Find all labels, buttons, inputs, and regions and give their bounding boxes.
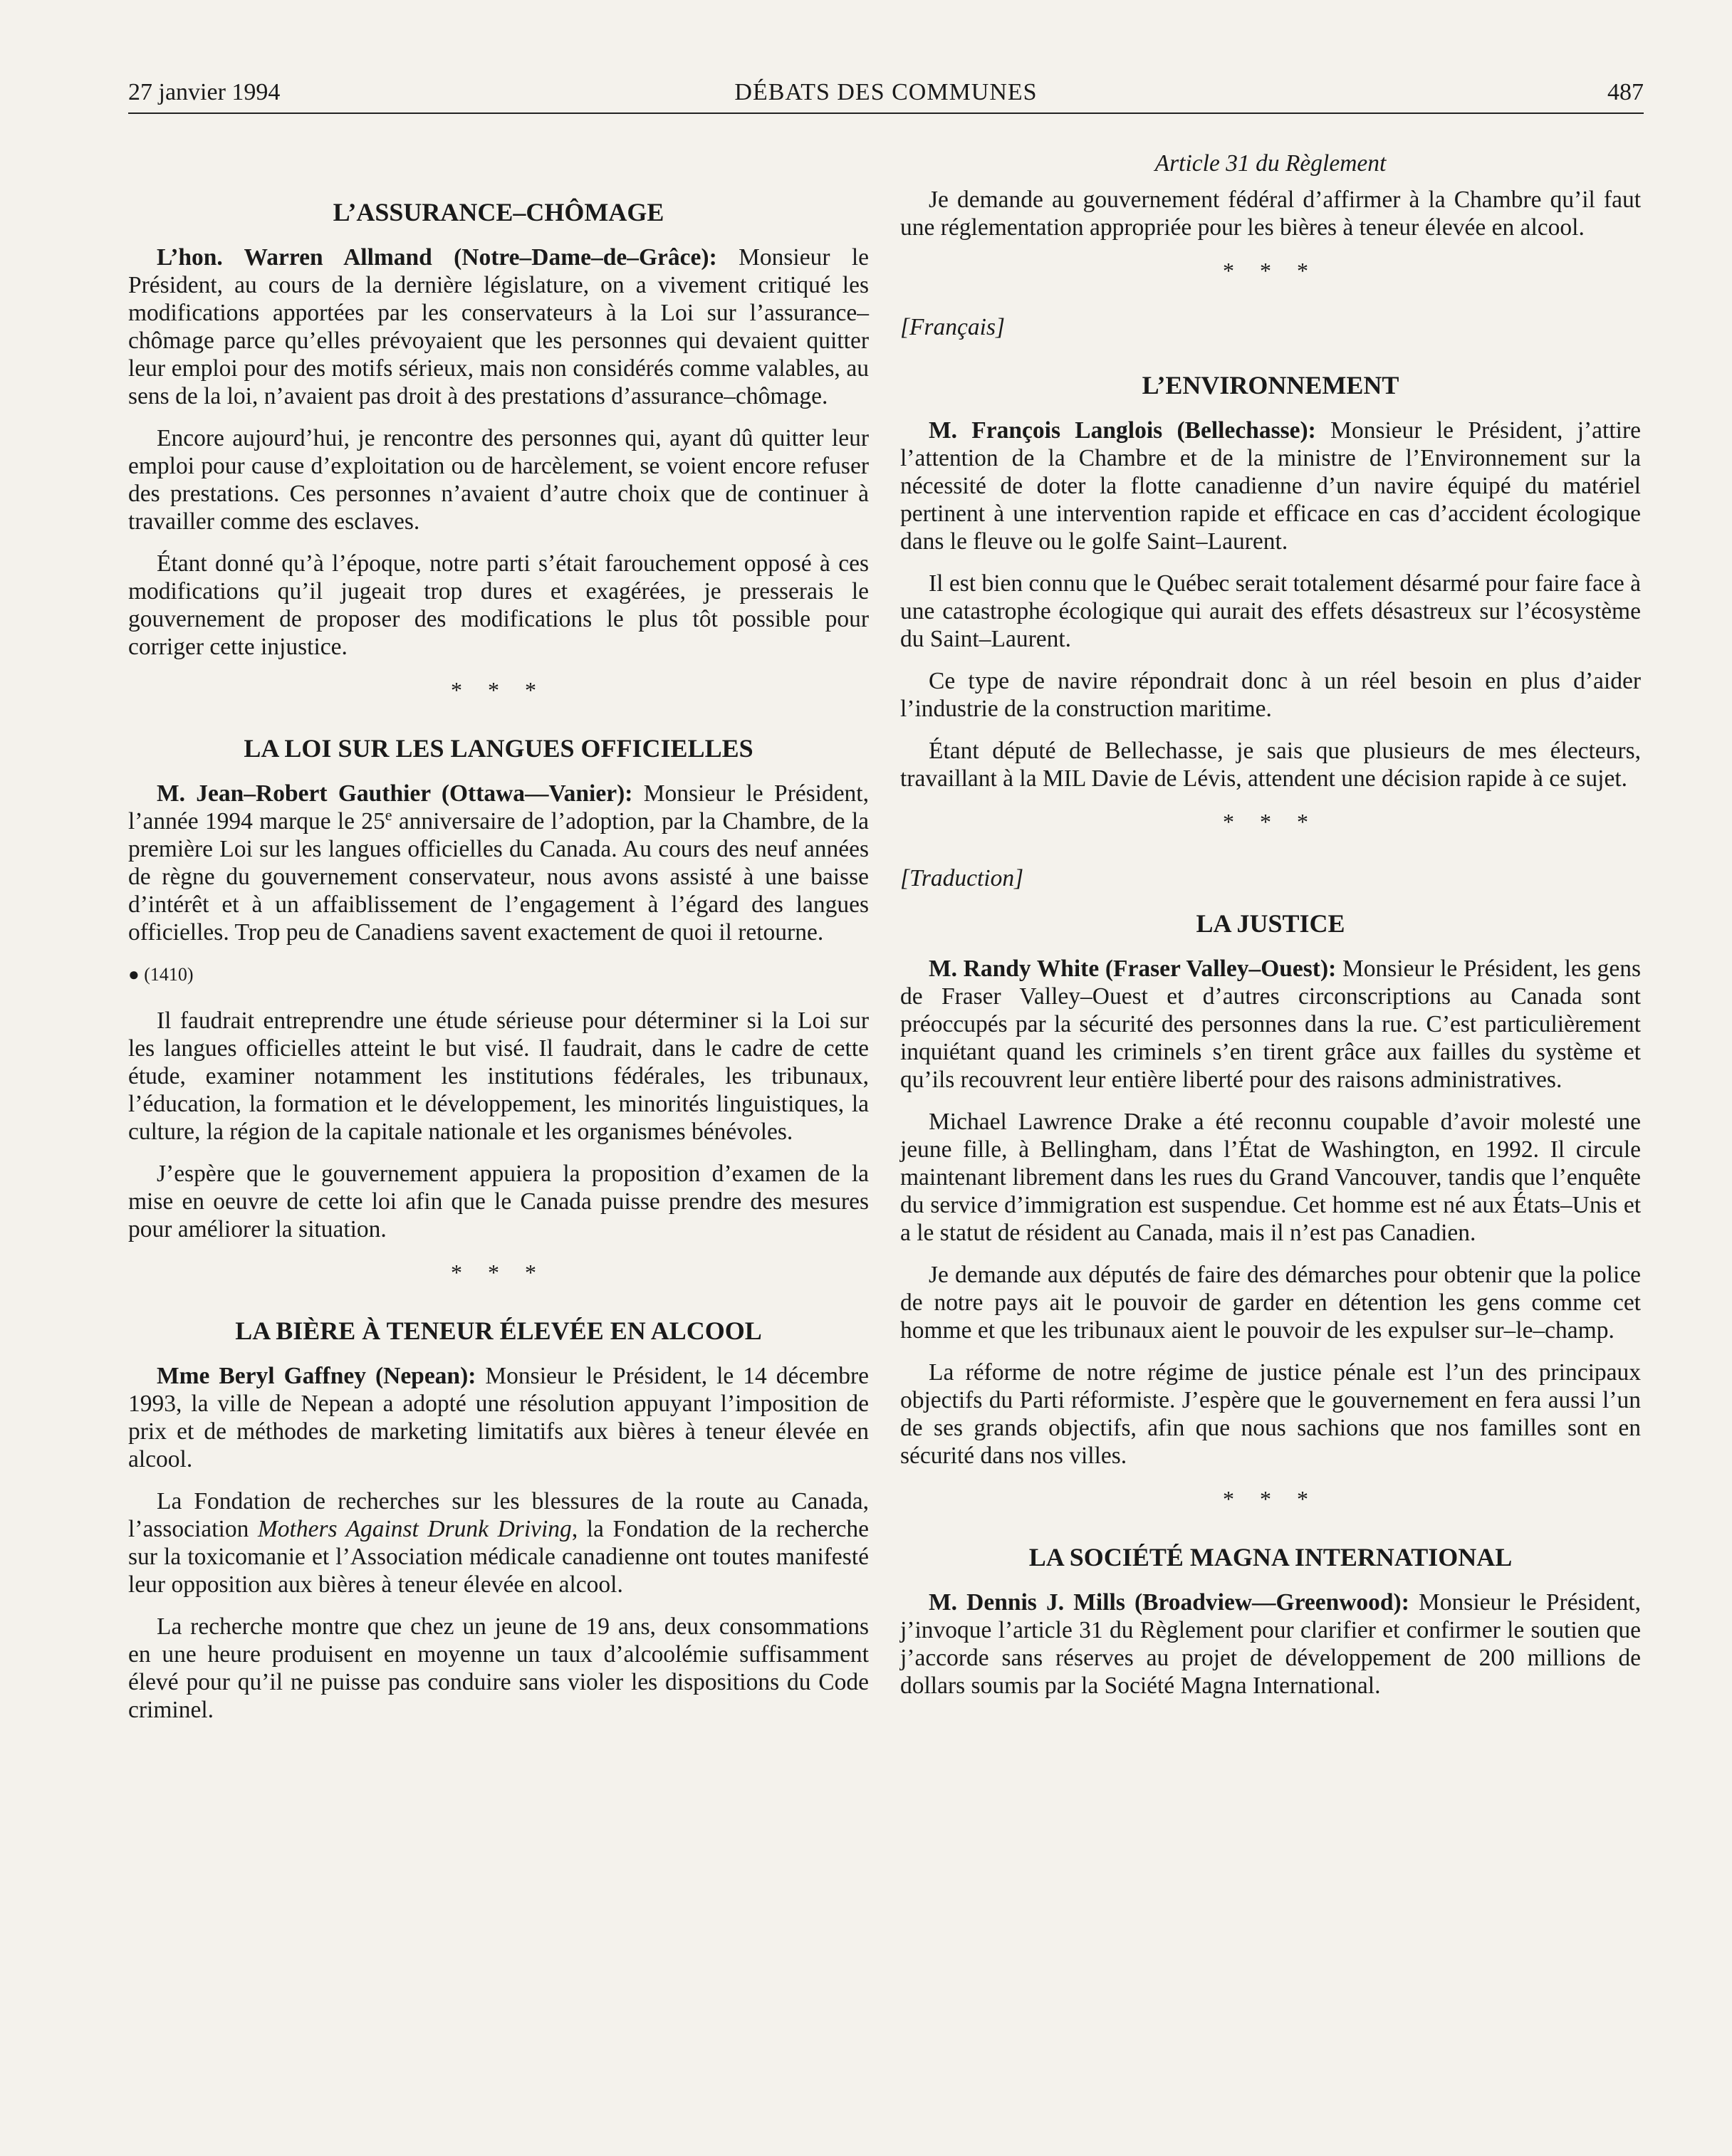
section-heading: LA BIÈRE À TENEUR ÉLEVÉE EN ALCOOL [235,1317,762,1345]
language-marker: [Traduction] [900,865,1024,891]
section-heading: LA SOCIÉTÉ MAGNA INTERNATIONAL [1028,1543,1513,1571]
paragraph: M. Randy White (Fraser Valley–Ouest): Monsieur le Président, les gens de Fraser Valley–Ouest et d’autres circonscriptions au Canada sont préoccupés par la sécurité des personnes dans la rue. C’est particulièrement inquiétant quand les criminels s’en tirent grâce aux failles du système et qu’ils recouvrent leur entière liberté pour des raisons administratives. [900,956,1641,1093]
section-separator: * * * [1223,258,1318,283]
paragraph: Il est bien connu que le Québec serait totalement désarmé pour faire face à une catastrophe écologique qui aurait des effets désastreux sur l’écosystème du Saint–Laurent. [900,570,1641,652]
time-marker: ● (1410) [128,964,194,985]
paragraph: L’hon. Warren Allmand (Notre–Dame–de–Grâce): Monsieur le Président, au cours de la dernière législature, on a vivement critiqué les modifications apportées par les conservateurs à la Loi sur l’assurance–chômage parce qu’elles prévoyaient que les personnes qui devaient quitter leur emploi pour des motifs sérieux, mais non considérés comme valables, au sens de la loi, n’avaient pas droit à des prestations d’assurance–chômage. [128,244,869,409]
paragraph: M. François Langlois (Bellechasse): Monsieur le Président, j’attire l’attention de la Chambre et de la ministre de l’Environnement sur la nécessité de doter la flotte canadienne d’un navire équipé du matériel pertinent à une intervention rapide et efficace en cas d’accident écologique dans le fleuve ou le golfe Saint–Laurent. [900,417,1641,555]
paragraph: J’espère que le gouvernement appuiera la proposition d’examen de la mise en oeuvre de cette loi afin que le Canada puisse prendre des mesures pour améliorer la situation. [128,1161,869,1242]
page-number: 487 [1607,79,1644,105]
article-reference: Article 31 du Règlement [1154,150,1387,177]
paragraph: La Fondation de recherches sur les blessures de la route au Canada, l’association Mothers Against Drunk Driving, la Fondation de la recherche sur la toxicomanie et l’Association médicale canadienne ont toutes manifesté leur opposition aux bières à teneur élevée en alcool. [128,1488,869,1598]
paragraph: Étant député de Bellechasse, je sais que plusieurs de mes électeurs, travaillant à la MIL Davie de Lévis, attendent une décision rapide à ce sujet. [900,738,1641,792]
section-separator: * * * [451,677,546,703]
section-heading: LA JUSTICE [1196,909,1345,938]
section-heading: L’ASSURANCE–CHÔMAGE [333,198,664,226]
language-marker: [Français] [900,314,1006,340]
paragraph: Étant donné qu’à l’époque, notre parti s’était farouchement opposé à ces modifications qu’il jugeait trop dures et exagérées, je presserais le gouvernement de proposer des modifications le plus tôt possible pour corriger cette injustice. [128,550,869,660]
section-separator: * * * [451,1260,546,1285]
paragraph: Je demande au gouvernement fédéral d’affirmer à la Chambre qu’il faut une réglementation appropriée pour les bières à teneur élevée en alcool. [900,187,1641,241]
speaker-name: M. Jean–Robert Gauthier (Ottawa—Vanier): [157,780,633,807]
right-column [900,150,1641,1714]
header-date: 27 janvier 1994 [128,79,281,105]
header-rule [128,112,1644,114]
speaker-name: L’hon. Warren Allmand (Notre–Dame–de–Grâce): [157,244,717,271]
speaker-name: M. Randy White (Fraser Valley–Ouest): [929,956,1337,982]
section-heading: LA LOI SUR LES LANGUES OFFICIELLES [244,734,753,763]
speaker-name: M. François Langlois (Bellechasse): [929,417,1316,444]
running-header [128,78,1644,121]
paragraph: Il faudrait entreprendre une étude sérieuse pour déterminer si la Loi sur les langues officielles atteint le but visé. Il faudrait, dans le cadre de cette étude, examiner notamment les institutions fédérales, les tribunaux, l’éducation, la formation et le développement, les minorités linguistiques, la culture, la région de la capitale nationale et les organismes bénévoles. [128,1008,869,1145]
paragraph: M. Dennis J. Mills (Broadview—Greenwood): Monsieur le Président, j’invoque l’article 31 du Règlement pour clarifier et confirmer le soutien que j’accorde sans réserves au projet de développement de 200 millions de dollars soumis par la Société Magna International. [900,1589,1641,1699]
paragraph: Ce type de navire répondrait donc à un réel besoin en plus d’aider l’industrie de la construction maritime. [900,668,1641,722]
header-title: DÉBATS DES COMMUNES [734,79,1038,105]
paragraph: Michael Lawrence Drake a été reconnu coupable d’avoir molesté une jeune fille, à Bellingham, dans l’État de Washington, en 1992. Il circule maintenant librement dans les rues du Grand Vancouver, tandis que l’enquête du service d’immigration est suspendue. Cet homme est né aux États–Unis et a le statut de résident au Canada, mais il n’est pas Canadien. [900,1109,1641,1246]
left-column [128,150,869,1738]
paragraph: Mme Beryl Gaffney (Nepean): Monsieur le Président, le 14 décembre 1993, la ville de Nepean a adopté une résolution appuyant l’imposition de prix et de méthodes de marketing limitatifs aux bières à teneur élevée en alcool. [128,1363,869,1472]
section-separator: * * * [1223,1486,1318,1512]
speaker-name: M. Dennis J. Mills (Broadview—Greenwood): [929,1589,1409,1616]
paragraph: La recherche montre que chez un jeune de 19 ans, deux consommations en une heure produisent en moyenne un taux d’alcoolémie suffisamment élevé pour qu’il ne puisse pas conduire sans violer les dispositions du Code criminel. [128,1613,869,1723]
paragraph: Je demande aux députés de faire des démarches pour obtenir que la police de notre pays ait le pouvoir de garder en détention les gens comme cet homme et que les tribunaux aient le pouvoir de les expulser sur–le–champ. [900,1262,1641,1344]
paragraph: Encore aujourd’hui, je rencontre des personnes qui, ayant dû quitter leur emploi pour cause d’exploitation ou de harcèlement, se voient encore refuser des prestations. Ces personnes n’avaient d’autre choix que de continuer à travailler comme des esclaves. [128,425,869,535]
speaker-name: Mme Beryl Gaffney (Nepean): [157,1363,476,1389]
section-heading: L’ENVIRONNEMENT [1142,371,1399,399]
section-separator: * * * [1223,809,1318,834]
paragraph: La réforme de notre régime de justice pénale est l’un des principaux objectifs du Parti réformiste. J’espère que le gouvernement en fera aussi l’un de ses grands objectifs, afin que nous sachions que nos familles sont en sécurité dans nos villes. [900,1359,1641,1469]
paragraph: M. Jean–Robert Gauthier (Ottawa—Vanier): Monsieur le Président, l’année 1994 marque le 25e anniversaire de l’adoption, par la Chambre, de la première Loi sur les langues officielles du Canada. Au cours des neuf années de règne du gouvernement conservateur, nous avons assisté à une baisse d’intérêt et à un affaiblissement de l’engagement à l’égard des langues officielles. Trop peu de Canadiens savent exactement de quoi il retourne. [128,780,869,946]
